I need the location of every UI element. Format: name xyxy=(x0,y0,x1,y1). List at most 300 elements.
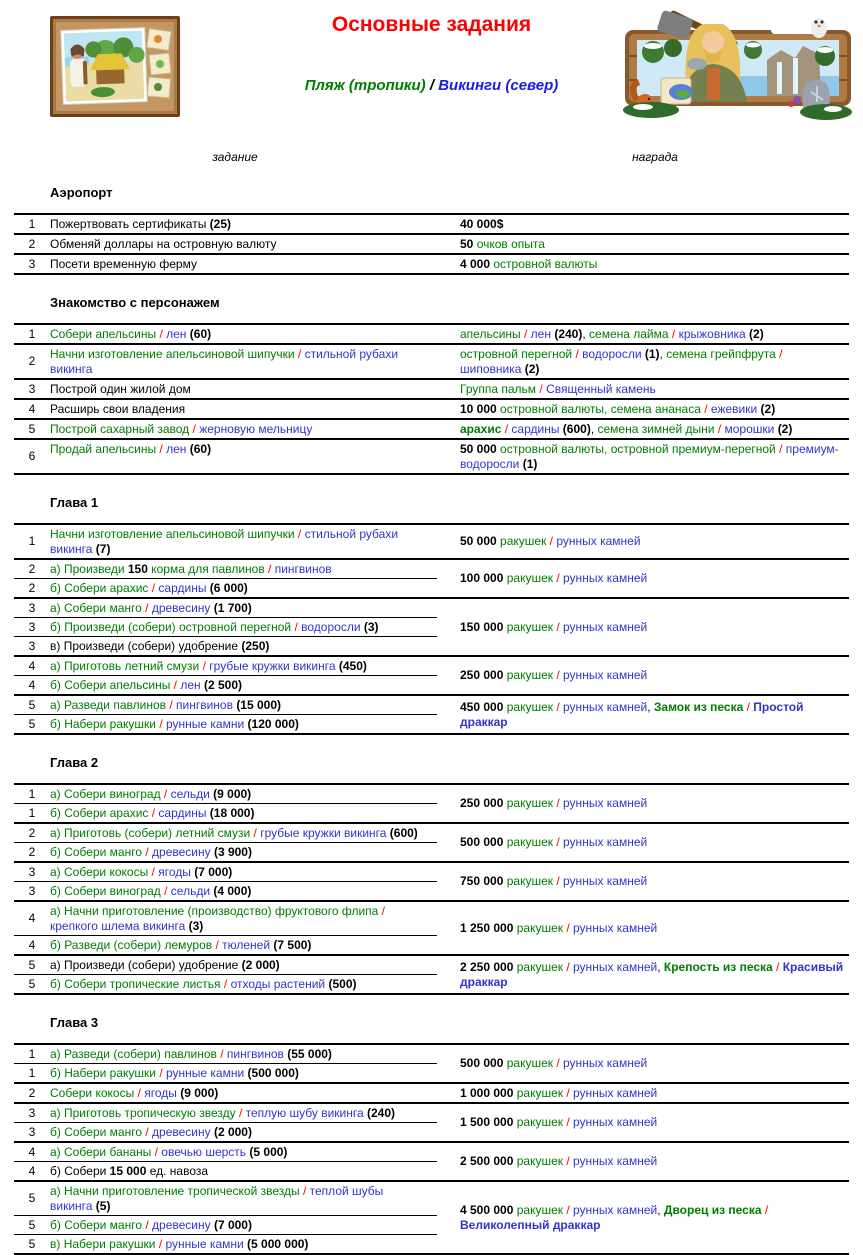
text-run: а) Произведи (собери) удобрение xyxy=(50,957,242,972)
task-text xyxy=(50,975,437,993)
reward-text xyxy=(460,796,647,811)
text-run: / xyxy=(202,658,206,673)
task-text xyxy=(50,325,437,343)
reward-text xyxy=(460,237,545,252)
text-run: ракушек xyxy=(506,835,557,849)
text-run: (60) xyxy=(189,441,212,456)
quest-group-tasks xyxy=(14,420,437,438)
text-run: 2 500 000 xyxy=(460,1154,517,1168)
text-run: (7 000) xyxy=(213,1217,252,1232)
text-run: (2) xyxy=(777,421,793,436)
text-run: / xyxy=(746,699,750,714)
task-number: 6 xyxy=(28,449,36,463)
quest-group-tasks xyxy=(14,345,437,378)
text-run: , xyxy=(590,421,598,436)
text-run: б) Разведи (собери) лемуров xyxy=(50,937,216,952)
text-run: тюленей xyxy=(218,937,274,952)
text-run: рунные камни xyxy=(162,1236,248,1251)
text-run: Обменяй доллары на островную валюту xyxy=(50,236,277,251)
text-run: а) Собери бананы xyxy=(50,1144,155,1159)
task-text xyxy=(50,1045,437,1063)
text-run: рунных камней xyxy=(569,1154,658,1168)
quests-table xyxy=(14,783,849,995)
text-run: (9 000) xyxy=(213,786,252,801)
reward-cell xyxy=(437,696,849,733)
text-run: 15 000 xyxy=(109,1163,150,1178)
text-run: 150 000 xyxy=(460,619,507,634)
text-run: (25) xyxy=(209,216,231,231)
task-row xyxy=(14,578,437,597)
quest-group-tasks xyxy=(14,824,437,861)
task-text xyxy=(50,843,437,861)
reward-cell xyxy=(437,1084,849,1102)
task-text xyxy=(50,902,437,935)
text-run: б) Собери xyxy=(50,1163,110,1178)
text-run: б) Собери арахис xyxy=(50,805,152,820)
task-row xyxy=(14,215,437,233)
quest-group-tasks xyxy=(14,400,437,418)
quest-group-tasks xyxy=(14,235,437,253)
text-run: 450 000 xyxy=(460,699,507,714)
text-run: / xyxy=(556,571,560,585)
text-run: (9 000) xyxy=(180,1085,219,1100)
text-run: б) Собери апельсины xyxy=(50,677,174,692)
text-run: Простой драккар xyxy=(460,699,804,729)
quest-group-tasks xyxy=(14,599,437,655)
text-run: (3) xyxy=(188,918,204,933)
section-title: Глава 2 xyxy=(50,755,99,770)
text-run: ракушек xyxy=(506,668,557,682)
text-run: древесину xyxy=(148,1217,214,1232)
text-run: / xyxy=(549,534,554,548)
task-text xyxy=(50,1104,437,1122)
quest-group xyxy=(14,1084,849,1104)
text-run: овечью шерсть xyxy=(157,1144,250,1159)
reward-text xyxy=(460,347,845,377)
task-row xyxy=(14,617,437,636)
task-number: 4 xyxy=(28,658,36,673)
reward-text xyxy=(460,382,656,397)
text-run: (5 000) xyxy=(249,1144,288,1159)
reward-cell xyxy=(437,560,849,597)
text-run: Красивый драккар xyxy=(460,959,844,989)
text-run: древесину xyxy=(148,844,214,859)
text-run: грубые кружки викинга xyxy=(205,658,339,673)
text-run: (3) xyxy=(363,619,379,634)
quests-table xyxy=(14,523,849,735)
text-run: отходы растений xyxy=(227,976,329,991)
text-run: рунных камней xyxy=(569,1115,658,1129)
text-run: Великолепный драккар xyxy=(460,1217,601,1232)
quest-group-tasks xyxy=(14,657,437,694)
text-run: пингвинов xyxy=(172,697,237,712)
text-run: 150 xyxy=(127,561,152,576)
text-run: / xyxy=(504,421,509,436)
text-run: ракушек xyxy=(516,920,567,935)
quest-group-tasks xyxy=(14,1143,437,1180)
text-run: ракушек xyxy=(516,1085,567,1100)
task-number: 4 xyxy=(28,937,36,952)
text-run: (3 900) xyxy=(213,844,252,859)
text-run: / xyxy=(145,844,149,859)
text-run: (7 000) xyxy=(194,864,233,879)
task-text xyxy=(50,882,437,900)
task-number: 4 xyxy=(28,1144,36,1159)
task-number: 3 xyxy=(28,600,36,615)
task-text xyxy=(50,400,437,418)
task-number: 2 xyxy=(28,561,36,576)
text-run: ракушек xyxy=(506,571,557,585)
text-run: ракушек xyxy=(516,1202,567,1217)
task-row xyxy=(14,1063,437,1082)
task-text xyxy=(50,215,437,233)
quest-section xyxy=(0,755,863,995)
reward-cell xyxy=(437,440,849,473)
text-run: (2) xyxy=(524,361,540,376)
reward-cell xyxy=(437,420,849,438)
task-number: 2 xyxy=(28,236,36,251)
task-text xyxy=(50,1064,437,1082)
text-run: / xyxy=(294,619,298,634)
text-run: (5 000 000) xyxy=(247,1236,309,1251)
task-number: 5 xyxy=(28,716,36,731)
page-title: Основные задания xyxy=(331,13,532,36)
quest-group-tasks xyxy=(14,1104,437,1141)
text-run: а) Начни приготовление (производство) фруктового флипа xyxy=(50,903,382,918)
task-number: 4 xyxy=(28,1163,36,1178)
task-text xyxy=(50,1235,437,1253)
text-run: (120 000) xyxy=(247,716,299,731)
text-run: а) Приготовь летний смузи xyxy=(50,658,203,673)
text-run: а) Собери манго xyxy=(50,600,146,615)
subtitle-tropics: Пляж (тропики) xyxy=(304,77,426,94)
text-run: / xyxy=(164,883,168,898)
reward-text xyxy=(460,327,764,342)
text-run: (450) xyxy=(338,658,367,673)
task-text xyxy=(50,956,437,974)
task-number: 5 xyxy=(28,1191,36,1205)
quest-group xyxy=(14,863,849,902)
task-number: 5 xyxy=(28,1217,36,1232)
task-row xyxy=(14,1143,437,1161)
text-run: / xyxy=(704,401,708,416)
task-text xyxy=(50,420,437,438)
text-run: / xyxy=(575,346,579,361)
reward-cell xyxy=(437,345,849,378)
subtitle-separator: / xyxy=(425,77,439,94)
reward-text xyxy=(460,1086,657,1101)
text-run: а) Собери виноград xyxy=(50,786,164,801)
quest-group xyxy=(14,696,849,735)
text-run: / xyxy=(566,1154,570,1168)
task-row xyxy=(14,440,437,473)
text-run: а) Произведи xyxy=(50,561,128,576)
text-run: Замок из песка xyxy=(653,699,747,714)
task-row xyxy=(14,345,437,378)
quest-group-tasks xyxy=(14,525,437,558)
text-run: 4 000 xyxy=(460,256,494,271)
reward-text xyxy=(460,921,657,936)
text-run: 250 000 xyxy=(460,668,507,682)
text-run: рунных камней xyxy=(569,920,658,935)
text-run: / xyxy=(556,835,560,849)
text-run: рунных камней xyxy=(559,874,648,888)
text-run: / xyxy=(215,937,219,952)
task-text xyxy=(50,1182,437,1215)
text-run: / xyxy=(539,381,543,396)
task-row xyxy=(14,1045,437,1063)
text-run: семена грейпфрута xyxy=(666,346,780,361)
text-run: (2 000) xyxy=(241,957,280,972)
reward-cell xyxy=(437,380,849,398)
task-row xyxy=(14,325,437,343)
reward-cell xyxy=(437,1182,849,1253)
text-run: (1 700) xyxy=(213,600,252,615)
quest-group xyxy=(14,345,849,380)
quest-group xyxy=(14,420,849,440)
text-run: ракушек xyxy=(500,534,550,548)
text-run: морошки xyxy=(721,421,778,436)
text-run: / xyxy=(173,677,177,692)
quest-group xyxy=(14,599,849,657)
task-text xyxy=(50,657,437,675)
text-run: (60) xyxy=(189,326,212,341)
reward-cell xyxy=(437,902,849,954)
task-number: 5 xyxy=(28,957,36,972)
text-run: (15 000) xyxy=(236,697,282,712)
reward-cell xyxy=(437,525,849,558)
section-title: Глава 3 xyxy=(50,1015,99,1030)
reward-cell xyxy=(437,863,849,900)
task-row xyxy=(14,657,437,675)
reward-cell xyxy=(437,657,849,694)
reward-text xyxy=(460,257,597,272)
task-number: 5 xyxy=(28,697,36,712)
task-number: 5 xyxy=(28,421,36,436)
reward-text xyxy=(460,1203,845,1233)
reward-cell xyxy=(437,1104,849,1141)
text-run: б) Собери манго xyxy=(50,844,146,859)
task-text xyxy=(50,345,437,378)
text-run: пингвинов xyxy=(223,1046,288,1061)
text-run: б) Собери тропические листья xyxy=(50,976,224,991)
quest-group-tasks xyxy=(14,560,437,597)
task-number: 5 xyxy=(28,1236,36,1251)
text-run: древесину xyxy=(148,1124,214,1139)
text-run: 500 000 xyxy=(460,835,507,849)
text-run: / xyxy=(556,699,560,714)
quest-group-tasks xyxy=(14,215,437,233)
quest-group xyxy=(14,400,849,420)
text-run: Построй сахарный завод xyxy=(50,421,193,436)
task-text xyxy=(50,863,437,881)
task-number: 2 xyxy=(28,580,36,595)
quest-group-tasks xyxy=(14,255,437,273)
task-text xyxy=(50,579,437,597)
text-run: / xyxy=(556,874,560,888)
task-row xyxy=(14,255,437,273)
text-run: Начни изготовление апельсиновой шипучки xyxy=(50,526,298,541)
task-row xyxy=(14,803,437,822)
text-run: / xyxy=(302,1183,307,1198)
reward-text xyxy=(460,874,647,889)
subtitle-vikings: Викинги (север) xyxy=(438,77,559,94)
text-run: сардины xyxy=(155,805,210,820)
text-run: б) Собери виноград xyxy=(50,883,165,898)
text-run: Собери апельсины xyxy=(50,326,160,341)
text-run: / xyxy=(779,441,783,456)
task-number: 5 xyxy=(28,976,36,991)
task-text xyxy=(50,380,437,398)
text-run: 50 000 xyxy=(460,534,501,548)
text-run: шиповника xyxy=(460,361,525,376)
task-row xyxy=(14,1161,437,1180)
quest-group xyxy=(14,560,849,599)
text-run: Собери кокосы xyxy=(50,1085,138,1100)
task-number: 1 xyxy=(28,1046,36,1061)
sections-container xyxy=(0,185,863,1255)
task-row xyxy=(14,935,437,954)
quest-group-tasks xyxy=(14,440,437,473)
text-run: семена зимней дыни xyxy=(597,421,718,436)
section-title: Знакомство с персонажем xyxy=(50,295,220,310)
task-text xyxy=(50,696,437,714)
reward-text xyxy=(460,1056,647,1071)
text-run: Крепость из песка xyxy=(663,959,777,974)
text-run: 10 000 xyxy=(460,401,501,416)
column-labels xyxy=(0,150,863,165)
quest-group xyxy=(14,440,849,475)
quest-section xyxy=(0,495,863,735)
task-text xyxy=(50,824,437,842)
text-run: а) Начни приготовление тропической звезды xyxy=(50,1183,303,1198)
text-run: лен xyxy=(527,326,555,341)
reward-text xyxy=(460,668,647,683)
text-run: (4 000) xyxy=(213,883,252,898)
reward-cell xyxy=(437,785,849,822)
quest-group xyxy=(14,785,849,824)
quests-table xyxy=(14,1043,849,1255)
task-row xyxy=(14,902,437,935)
reward-cell xyxy=(437,956,849,993)
text-run: а) Разведи (собери) павлинов xyxy=(50,1046,221,1061)
text-run: сардины xyxy=(155,580,210,595)
text-run: 250 000 xyxy=(460,796,507,810)
task-text xyxy=(50,599,437,617)
task-column-label: задание xyxy=(212,150,258,164)
task-text xyxy=(50,1123,437,1141)
task-number: 3 xyxy=(28,638,36,653)
text-run: ракушек xyxy=(506,1056,557,1070)
text-run: Пожертвовать сертификаты xyxy=(50,216,210,231)
task-text xyxy=(50,1162,437,1180)
task-row xyxy=(14,842,437,861)
task-number: 1 xyxy=(28,534,36,548)
text-run: б) Набери ракушки xyxy=(50,716,160,731)
text-run: рунные камни xyxy=(162,1065,248,1080)
text-run: / xyxy=(159,441,163,456)
text-run: (1) xyxy=(522,456,538,471)
text-run: крыжовника xyxy=(675,326,750,341)
reward-text xyxy=(460,1154,657,1169)
text-run: (500 000) xyxy=(247,1065,299,1080)
quest-group-tasks xyxy=(14,325,437,343)
task-text xyxy=(50,637,437,655)
reward-text xyxy=(460,620,647,635)
text-run: ягоды xyxy=(154,864,195,879)
text-run: в) Набери ракушки xyxy=(50,1236,159,1251)
text-run: древесину xyxy=(148,600,214,615)
task-row xyxy=(14,1234,437,1253)
reward-cell xyxy=(437,215,849,233)
text-run: рунных камней xyxy=(559,699,648,714)
section-title: Глава 1 xyxy=(50,495,99,510)
text-run: а) Собери кокосы xyxy=(50,864,152,879)
task-row xyxy=(14,420,437,438)
text-run: сельди xyxy=(167,883,214,898)
text-run: (2 500) xyxy=(203,677,243,692)
text-run: островной валюты xyxy=(493,256,598,271)
text-run: очков опыта xyxy=(476,236,545,251)
task-row xyxy=(14,785,437,803)
text-run: крепкого шлема викинга xyxy=(50,918,189,933)
quest-section xyxy=(0,185,863,275)
text-run: , xyxy=(582,326,590,341)
text-run: 100 000 xyxy=(460,571,507,585)
reward-text xyxy=(460,422,792,437)
reward-cell xyxy=(437,824,849,861)
task-row xyxy=(14,525,437,558)
text-run: / xyxy=(154,1144,158,1159)
text-run: , xyxy=(659,346,667,361)
task-text xyxy=(50,560,437,578)
text-run: б) Набери ракушки xyxy=(50,1065,160,1080)
text-run: / xyxy=(253,825,257,840)
text-run: лен xyxy=(177,677,204,692)
text-run: / xyxy=(524,326,528,341)
text-run: Продай апельсины xyxy=(50,441,160,456)
reward-cell xyxy=(437,235,849,253)
text-run: , xyxy=(647,699,654,714)
text-run: (18 000) xyxy=(209,805,255,820)
task-number: 2 xyxy=(28,354,36,368)
quest-group xyxy=(14,525,849,560)
text-run: / xyxy=(220,1046,224,1061)
text-run: рунных камней xyxy=(559,835,648,849)
text-run: а) Приготовь (собери) летний смузи xyxy=(50,825,254,840)
task-text xyxy=(50,715,437,733)
text-run: ягоды xyxy=(140,1085,181,1100)
task-text xyxy=(50,676,437,694)
reward-text xyxy=(460,402,775,417)
quest-group xyxy=(14,956,849,995)
reward-text xyxy=(460,1115,657,1130)
vikings-banner-image xyxy=(621,6,855,126)
quest-group-tasks xyxy=(14,785,437,822)
text-run: ракушек xyxy=(506,619,557,634)
text-run: / xyxy=(566,1115,570,1129)
task-number: 2 xyxy=(28,1085,36,1100)
task-number: 4 xyxy=(28,677,36,692)
text-run: / xyxy=(764,1202,769,1217)
text-run: ракушек xyxy=(516,1154,567,1168)
task-row xyxy=(14,824,437,842)
quest-group xyxy=(14,1182,849,1255)
reward-text xyxy=(460,960,845,990)
text-run: Начни изготовление апельсиновой шипучки xyxy=(50,346,298,361)
text-run: (5) xyxy=(95,1198,111,1213)
task-row xyxy=(14,400,437,418)
